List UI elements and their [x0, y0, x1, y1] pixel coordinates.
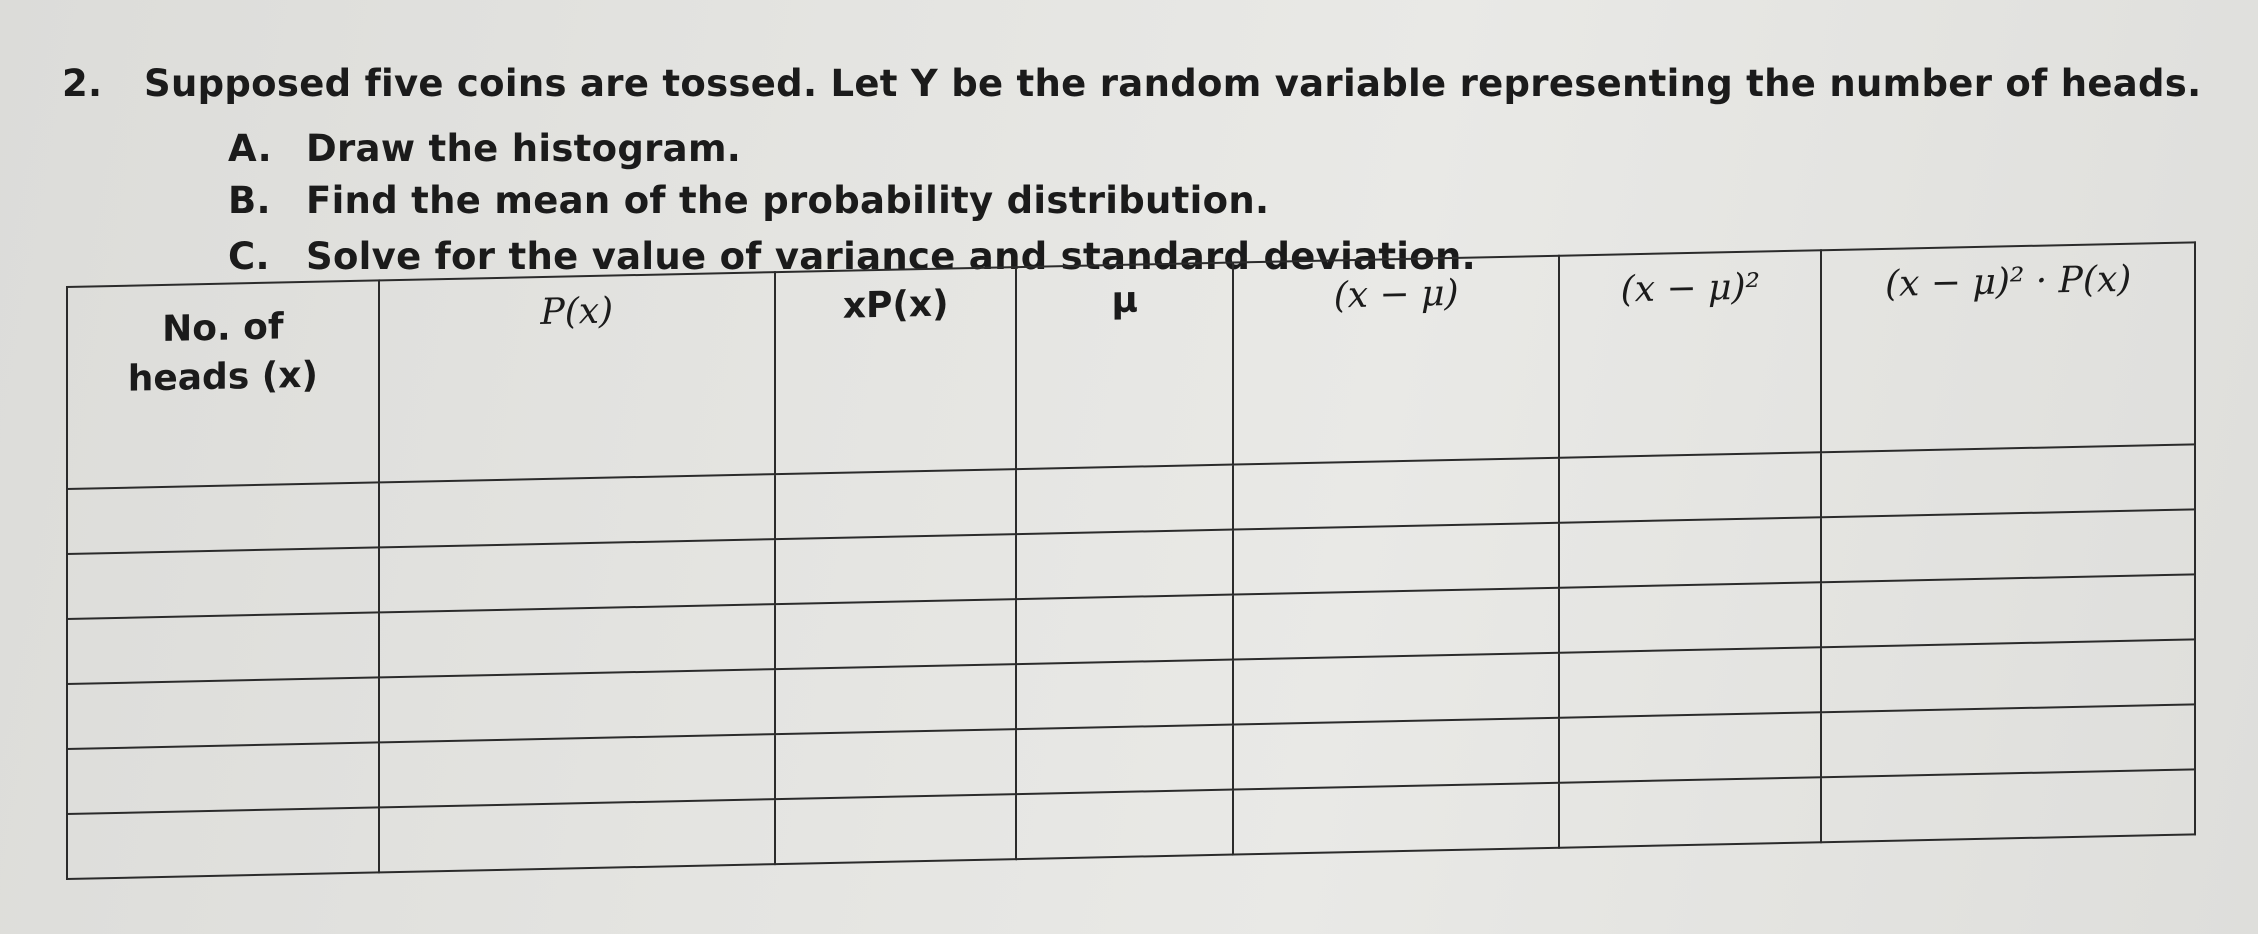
table-cell[interactable] — [775, 664, 1016, 734]
table-cell[interactable] — [67, 742, 379, 814]
table-cell[interactable] — [1016, 790, 1233, 860]
question-text: Supposed five coins are tossed. Let Y be the random variable representing the number of heads. — [144, 62, 2202, 105]
table-cell[interactable] — [1233, 523, 1559, 595]
header-probability — [379, 272, 775, 482]
question-2 — [62, 62, 2202, 105]
table-cell[interactable] — [1559, 777, 1821, 847]
table-cell[interactable] — [379, 604, 775, 677]
header-deviation-label: (x − μ) — [1333, 272, 1459, 317]
table-cell[interactable] — [67, 547, 379, 619]
table-cell[interactable] — [775, 534, 1016, 604]
header-probability-label: P(x) — [540, 290, 614, 334]
table-cell[interactable] — [775, 469, 1016, 539]
header-mean-label: μ — [1111, 279, 1139, 322]
question-number: 2. — [62, 62, 103, 105]
table-cell[interactable] — [1233, 653, 1559, 725]
table-cell[interactable] — [1559, 712, 1821, 782]
table-cell[interactable] — [1559, 647, 1821, 717]
subitem-b — [228, 179, 1269, 222]
table-cell[interactable] — [1016, 660, 1233, 730]
table-cell[interactable] — [379, 539, 775, 612]
table-cell[interactable] — [775, 599, 1016, 669]
table-cell[interactable] — [1016, 530, 1233, 600]
table-cell[interactable] — [1559, 582, 1821, 652]
header-weighted-squared-deviation-label: (x − μ)² · P(x) — [1885, 258, 2132, 305]
header-no-of-heads-line2: heads (x) — [127, 354, 318, 400]
header-squared-deviation-label: (x − μ)² — [1620, 266, 1760, 311]
subitem-c-letter: C. — [228, 235, 270, 278]
subitem-a — [228, 127, 741, 170]
subitem-a-letter: A. — [228, 127, 272, 170]
table-cell[interactable] — [67, 677, 379, 749]
header-squared-deviation — [1559, 250, 1821, 457]
table-cell[interactable] — [379, 734, 775, 807]
table-cell[interactable] — [67, 482, 379, 554]
header-weighted-squared-deviation — [1821, 242, 2195, 452]
probability-distribution-table — [66, 241, 2196, 880]
table-cell[interactable] — [1016, 725, 1233, 795]
table-cell[interactable] — [1821, 574, 2195, 647]
table-cell[interactable] — [1821, 509, 2195, 582]
table-cell[interactable] — [379, 799, 775, 872]
table-cell[interactable] — [1016, 595, 1233, 665]
header-mean — [1016, 263, 1233, 470]
header-x-times-p-label: xP(x) — [842, 283, 949, 327]
table-cell[interactable] — [67, 612, 379, 684]
table-cell[interactable] — [775, 794, 1016, 864]
table-cell[interactable] — [1233, 458, 1559, 530]
table-cell[interactable] — [1233, 588, 1559, 660]
table-cell[interactable] — [1233, 783, 1559, 855]
header-no-of-heads-line1: No. of — [162, 306, 284, 350]
table-cell[interactable] — [67, 807, 379, 879]
subitem-b-letter: B. — [228, 179, 271, 222]
table-cell[interactable] — [1821, 704, 2195, 777]
header-x-times-p — [775, 267, 1016, 474]
table-cell[interactable] — [1559, 517, 1821, 587]
subitem-a-text: Draw the histogram. — [306, 127, 742, 170]
table-cell[interactable] — [1821, 444, 2195, 517]
table-cell[interactable] — [379, 474, 775, 547]
subitem-c-text: Solve for the value of variance and standard deviation. — [306, 235, 1477, 278]
table-cell[interactable] — [775, 729, 1016, 799]
table-cell[interactable] — [1821, 769, 2195, 842]
table-cell[interactable] — [379, 669, 775, 742]
subitem-b-text: Find the mean of the probability distribution. — [306, 179, 1270, 222]
table-cell[interactable] — [1233, 718, 1559, 790]
table-cell[interactable] — [1559, 452, 1821, 522]
header-deviation — [1233, 256, 1559, 465]
table-cell[interactable] — [1821, 639, 2195, 712]
table-cell[interactable] — [1016, 465, 1233, 535]
header-no-of-heads — [67, 280, 379, 489]
